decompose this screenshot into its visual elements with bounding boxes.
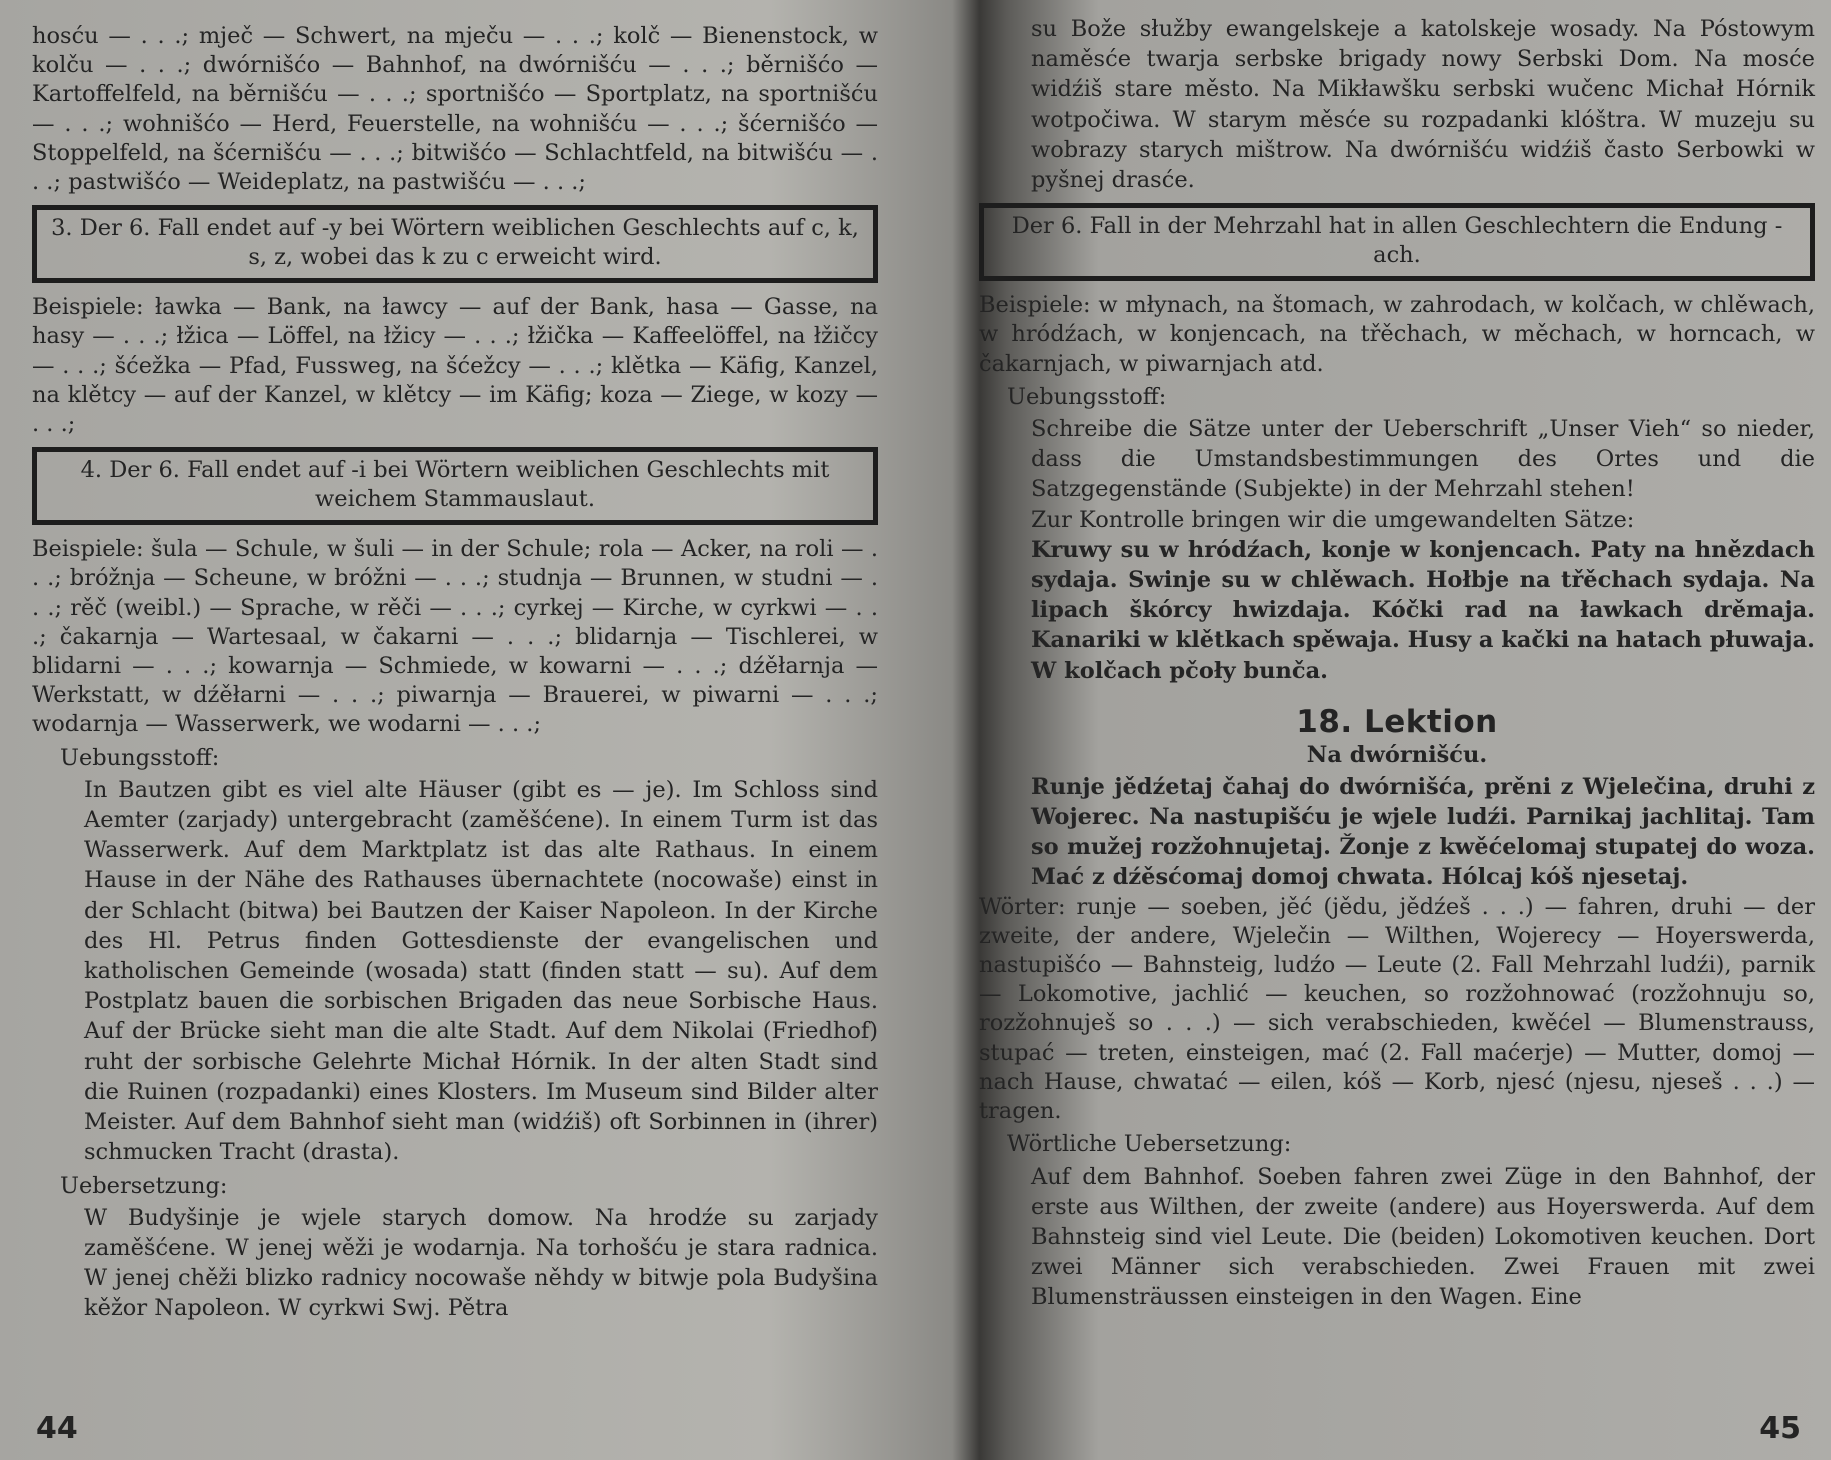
lesson-subtitle: Na dwórnišću. — [1306, 741, 1488, 768]
uebungsstoff-text-right: Schreibe die Sätze unter der Ueberschrift „Unser Vieh“ so nieder, dass die Umstandsbestimmungen des Ortes und die Satzgegenstände (Subjekte) in der Mehrzahl stehen! — [1031, 416, 1815, 503]
kontrolle-text: Zur Kontrolle bringen wir die umgewandelten Sätze: — [1031, 506, 1635, 533]
rule-3-box: 3. Der 6. Fall endet auf -y bei Wörtern weiblichen Geschlechts auf c, k, s, z, wobei das k zu c erweicht wird. — [32, 205, 878, 283]
rule-4-box: 4. Der 6. Fall endet auf -i bei Wörtern weiblichen Geschlechts mit weichem Stammauslaut. — [32, 447, 878, 525]
right-page — [955, 0, 1831, 1460]
examples-plural: Beispiele: w młynach, na štomach, w zahrodach, w kolčach, w chlěwach, w hródźach, w konjencach, na třěchach, w měchach, w horncach, w čakarnjach, w piwarnjach atd. — [979, 292, 1815, 377]
uebungsstoff-text: In Bautzen gibt es viel alte Häuser (gibt es — je). Im Schloss sind Aemter (zarjady) untergebracht (zaměšćene). In einem Turm ist das Wasserwerk. Auf dem Marktplatz ist das alte Rathaus. In einem Hause in der Nähe des Rathauses übernachtete (nocowaše) einst in der Schlacht (bitwa) bei Bautzen der Kaiser Napoleon. In der Kirche des Hl. Petrus finden Gottesdienste der evangelischen und katholischen Gemeinde (wosada) statt (finden statt — su). Auf dem Postplatz bauen die sorbischen Brigaden das neue Sorbische Haus. Auf der Brücke sieht man die alte Stadt. Auf dem Nikolai (Friedhof) ruht der sorbische Gelehrte Michał Hórnik. In der alten Stadt sind die Ruinen (rozpadanki) eines Klosters. Im Museum sind Bilder alter Meister. Auf dem Bahnhof sieht man (widźiš) oft Sorbinnen in (ihrer) schmucken Tracht (drasta). — [84, 776, 878, 1166]
left-page — [0, 0, 900, 1460]
translation-continued: su Bože słužby ewangelskeje a katolskeje wosady. Na Póstowym naměsće twarja serbske brigady nowy Serbski Dom. Na mosće widźiš stare město. Na Mikławšku serbski wučenc Michał Hórnik wotpočiwa. W starym měsće su rozpadanki klóštra. W muzeju su wobrazy starych mištrow. Na dwórnišću widźiš často Serbowki w pyšnej drasće. — [1031, 16, 1815, 194]
uebersetzung-label: Uebersetzung: — [60, 1172, 228, 1199]
page-number-left: 44 — [36, 1411, 78, 1446]
uebungsstoff-label-right: Uebungsstoff: — [1007, 383, 1167, 410]
page-number-right: 45 — [1759, 1411, 1801, 1446]
examples-rule-3: Beispiele: ławka — Bank, na ławcy — auf der Bank, hasa — Gasse, na hasy — . . .; łžica — Löffel, na łžicy — . . .; łžička — Kaffeelöffel, na łžičcy — . . .; šćežka — Pfad, Fussweg, na šćežcy — . . .; klětka — Käfig, Kanzel, na klětcy — auf der Kanzel, w klětcy — im Käfig; koza — Ziege, w kozy — . . .; — [32, 294, 878, 438]
lesson-title: 18. Lektion — [1296, 703, 1498, 740]
woerter-vocabulary: Wörter: runje — soeben, jěć (jědu, jědźeš . . .) — fahren, druhi — der zweite, der andere, Wjelečin — Wilthen, Wojerecy — Hoyerswerda, nastupišćo — Bahnsteig, ludźo — Leute (2. Fall Mehrzahl ludźi), parnik — Lokomotive, jachlić — keuchen, so rozžohnować (rozžohnuju so, rozžohnuješ so . . .) — sich verabschieden, kwěćel — Blumenstrauss, stupać — treten, einsteigen, mać (2. Fall maćerje) — Mutter, domoj — nach Hause, chwatać — eilen, kóš — Korb, njesć (njesu, njeseš . . .) — tragen. — [979, 893, 1815, 1125]
converted-sentences: Kruwy su w hródźach, konje w konjencach. Paty na hnězdach sydaja. Swinje su w chlěwach. Hołbje na třěchach sydaja. Na lipach škórcy hwizdaja. Kóčki rad na ławkach drěmaja. Kanariki w klětkach spěwaja. Husy a kački na hatach płuwaja. W kolčach pčoły bunča. — [1031, 536, 1815, 684]
vocab-intro: hosću — . . .; mječ — Schwert, na mječu — . . .; kolč — Bienenstock, w kolču — . . .; dwórnišćo — Bahnhof, na dwórnišću — . . .; běrnišćo — Kartoffelfeld, na běrnišću — . . .; sportnišćo — Sportplatz, na sportnišću — . . .; wohnišćo — Herd, Feuerstelle, na wohnišću — . . .; šćernišćo — Stoppelfeld, na šćernišću — . . .; bitwišćo — Schlachtfeld, na bitwišću — . . .; pastwišćo — Weideplatz, na pastwišću — . . .; — [32, 23, 878, 196]
uebersetzung-text: W Budyšinje je wjele starych domow. Na hrodźe su zarjady zaměšćene. W jenej wěži je wodarnja. Na torhošću je stara radnica. W jenej chěži blizko radnicy nocowaše něhdy w bitwje pola Budyšina kěžor Napoleon. W cyrkwi Swj. Pětra — [84, 1204, 878, 1322]
uebungsstoff-label: Uebungsstoff: — [60, 744, 220, 771]
woertliche-label: Wörtliche Uebersetzung: — [1007, 1131, 1292, 1158]
lesson-text: Runje jědźetaj čahaj do dwórnišća, prěni z Wjelečina, druhi z Wojerec. Na nastupišću je wjele ludźi. Parnikaj jachlitaj. Tam so mužej rozžohnujetaj. Žonje z kwěćelomaj stupatej do woza. Mać z dźěsćomaj domoj chwata. Hólcaj kóš njesetaj. — [1031, 773, 1815, 891]
rule-6-plural-box: Der 6. Fall in der Mehrzahl hat in allen Geschlechtern die Endung -ach. — [979, 203, 1815, 281]
examples-rule-4: Beispiele: šula — Schule, w šuli — in der Schule; rola — Acker, na roli — . . .; bróžnja — Scheune, w bróžni — . . .; studnja — Brunnen, w studni — . . .; rěč (weibl.) — Sprache, w rěči — . . .; cyrkej — Kirche, w cyrkwi — . . .; čakarnja — Wartesaal, w čakarni — . . .; blidarnja — Tischlerei, w blidarni — . . .; kowarnja — Schmiede, w kowarni — . . .; dźěłarnja — Werkstatt, w dźěłarni — . . .; piwarnja — Brauerei, w piwarni — . . .; wodarnja — Wasserwerk, we wodarni — . . .; — [32, 536, 878, 738]
woertliche-text: Auf dem Bahnhof. Soeben fahren zwei Züge in den Bahnhof, der erste aus Wilthen, der zweite (andere) aus Hoyerswerda. Auf dem Bahnsteig sind viel Leute. Die (beiden) Lokomotiven keuchen. Dort zwei Männer sich verabschieden. Zwei Frauen mit zwei Blumensträussen einsteigen in den Wagen. Eine — [1031, 1163, 1815, 1311]
